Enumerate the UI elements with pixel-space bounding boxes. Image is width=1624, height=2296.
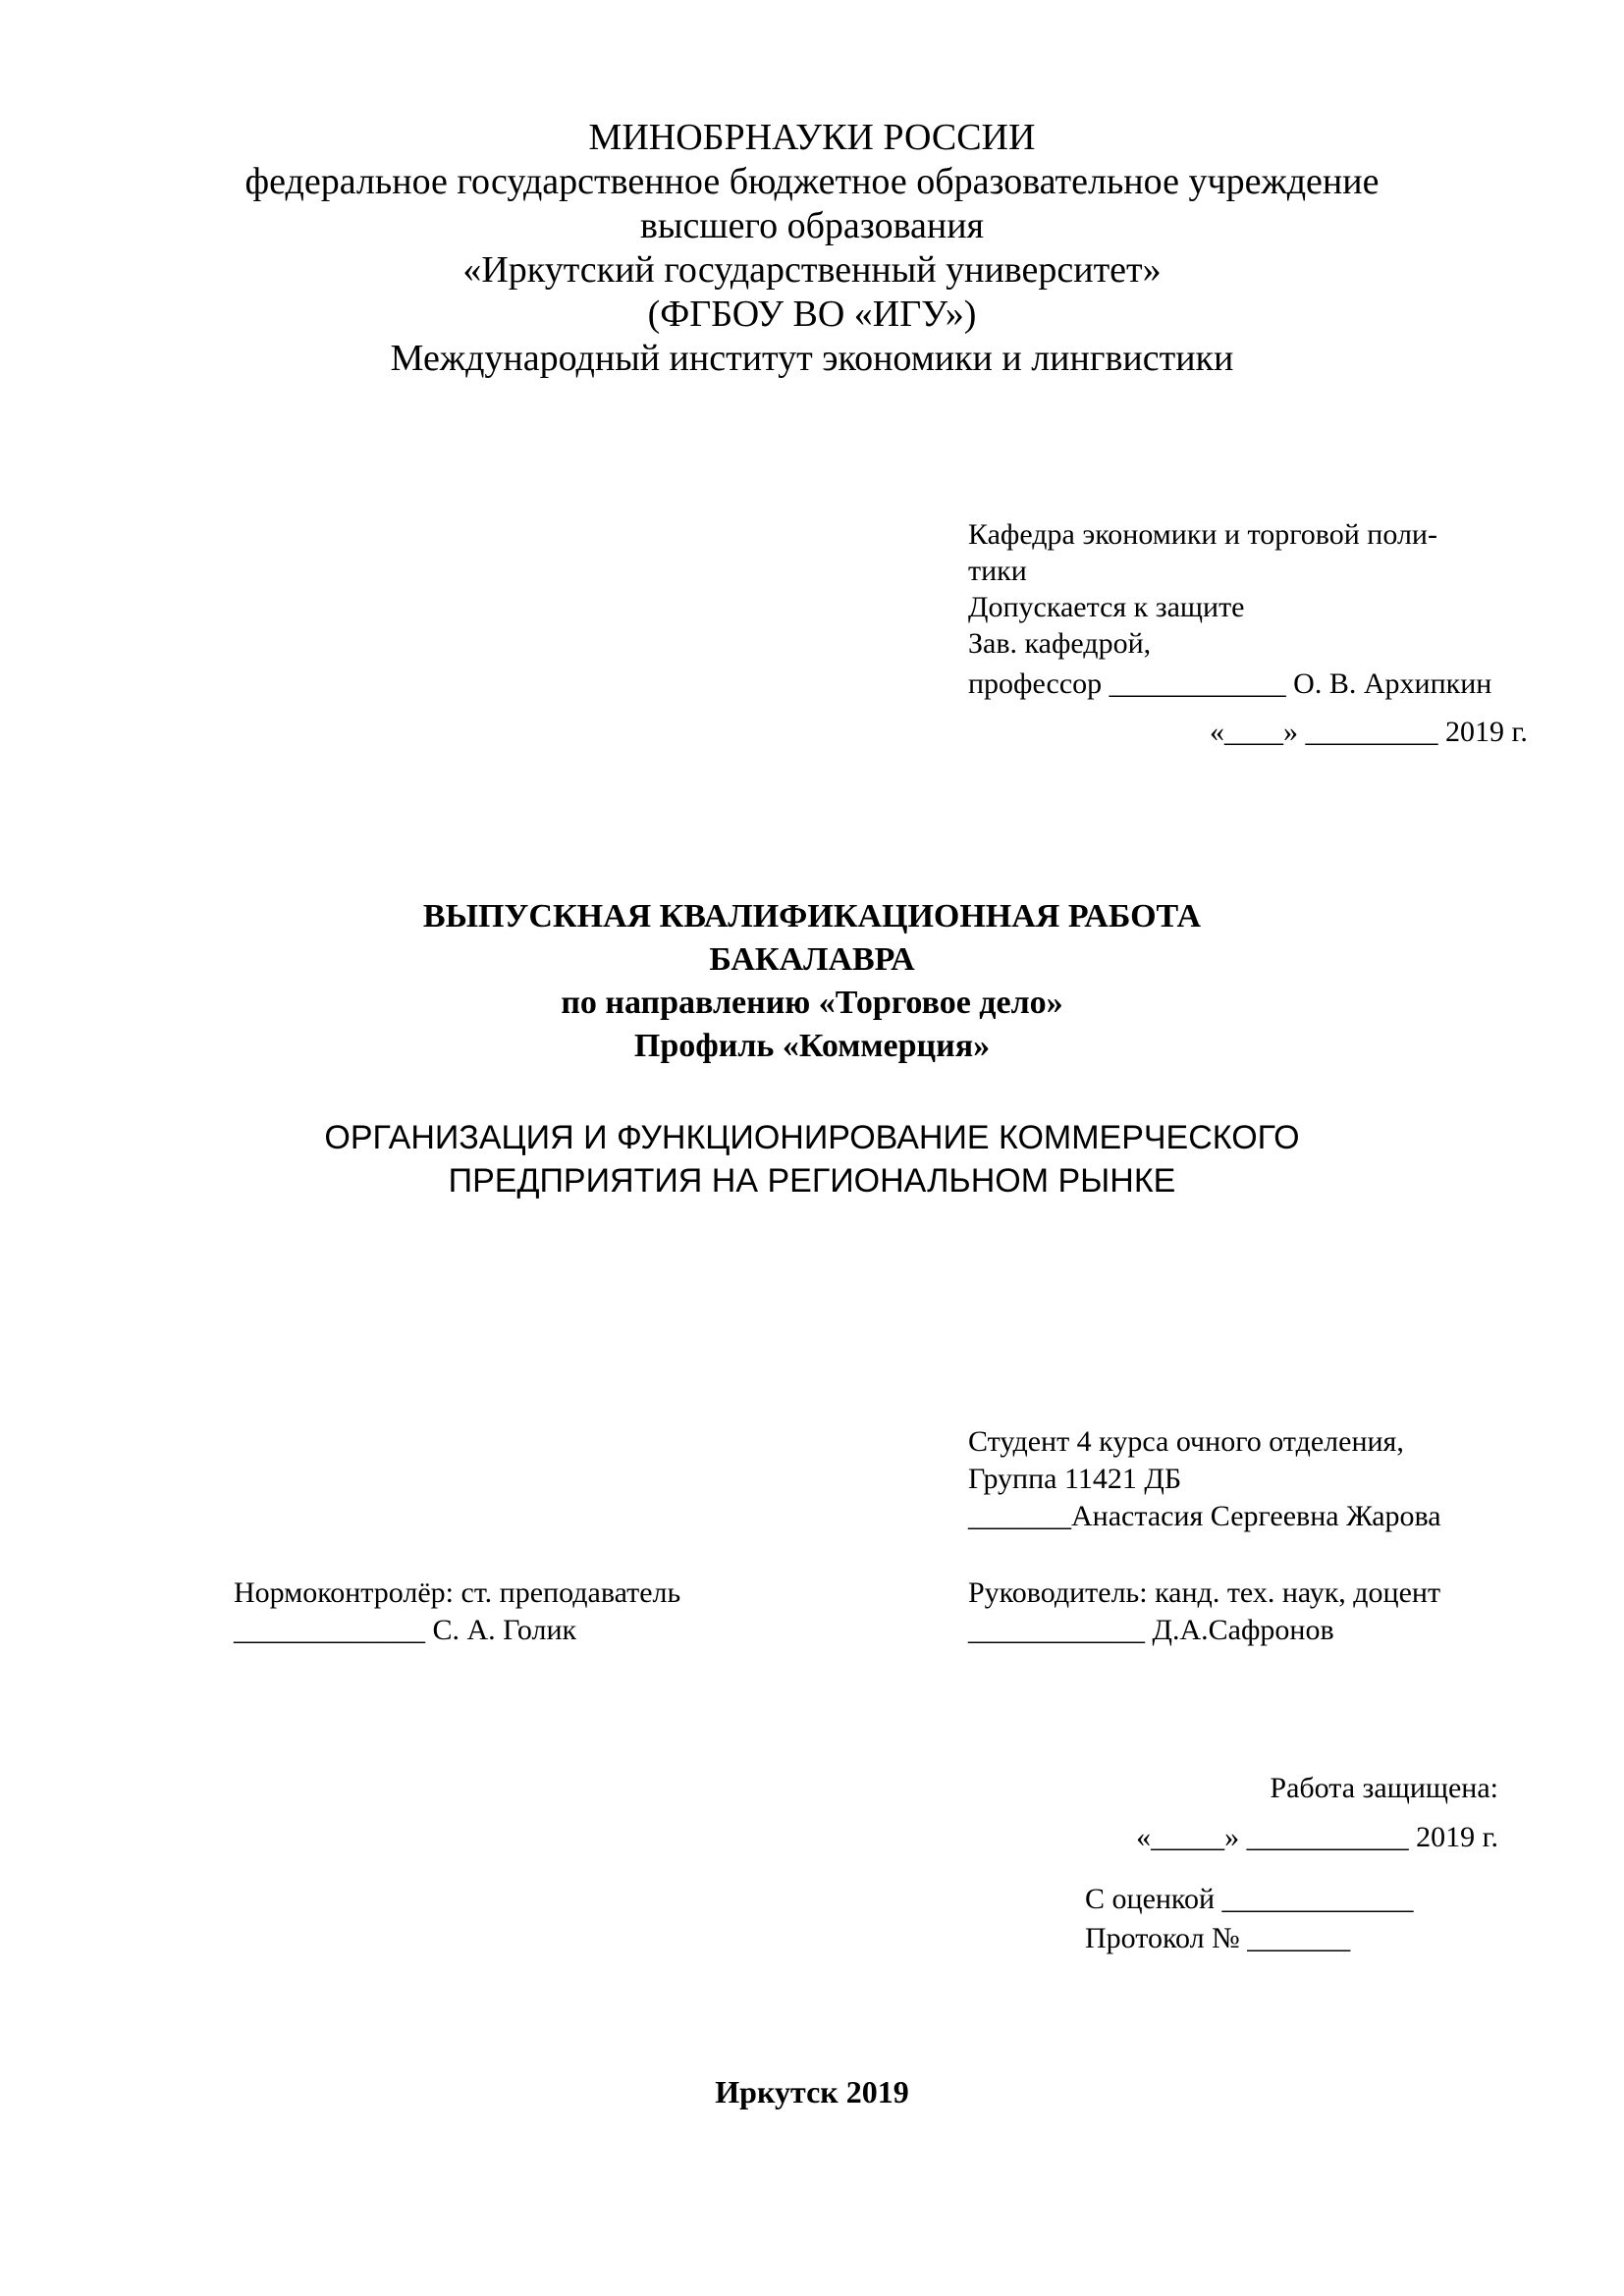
professor-signature-line: профессор ____________ О. В. Архипкин (968, 667, 1492, 700)
city-year: Иркутск 2019 (715, 2074, 909, 2109)
supervisor-block (968, 1575, 1440, 1649)
department-date-line: «____» _________ 2019 г. (1210, 716, 1528, 748)
supervisor-role: Руководитель: канд. тех. наук, доцент (968, 1576, 1441, 1609)
student-block (968, 1423, 1441, 1535)
normocontrol-signature: _____________ С. А. Голик (234, 1614, 577, 1646)
institute-name: Международный институт экономики и лингвистики (390, 338, 1234, 379)
work-direction: по направлению «Торговое дело» (561, 985, 1063, 1021)
protocol-number: Протокол № _______ (1085, 1922, 1351, 1954)
topic-block (0, 1116, 1624, 1202)
department-line-2: тики (968, 555, 1027, 587)
education-level: высшего образования (639, 205, 985, 246)
ministry-name: МИНОБРНАУКИ РОССИИ (588, 117, 1036, 158)
department-line-1: Кафедра экономики и торговой поли- (968, 518, 1437, 551)
institution-type: федеральное государственное бюджетное образовательное учреждение (244, 161, 1380, 202)
student-group: Группа 11421 ДБ (968, 1463, 1182, 1495)
defended-label: Работа защищена: (1270, 1772, 1498, 1804)
defended-date: «_____» ___________ 2019 г. (1136, 1821, 1498, 1853)
university-abbreviation: (ФГБОУ ВО «ИГУ») (647, 294, 977, 335)
work-profile: Профиль «Коммерция» (633, 1028, 991, 1064)
header-block (0, 116, 1624, 381)
department-block (968, 516, 1491, 702)
student-name-signature: _______Анастасия Сергеевна Жарова (968, 1500, 1441, 1532)
topic-line-2: ПРЕДПРИЯТИЯ НА РЕГИОНАЛЬНОМ РЫНКЕ (448, 1162, 1176, 1200)
grade-block (1085, 1880, 1414, 1958)
admission-text: Допускается к защите (968, 591, 1245, 623)
topic-line-1: ОРГАНИЗАЦИЯ И ФУНКЦИОНИРОВАНИЕ КОММЕРЧЕСКОГО (324, 1119, 1300, 1156)
defended-block (1136, 1764, 1498, 1862)
student-course: Студент 4 курса очного отделения, (968, 1425, 1404, 1458)
work-title-block (0, 895, 1624, 1068)
normocontrol-block (234, 1575, 680, 1649)
supervisor-signature: ____________ Д.А.Сафронов (968, 1614, 1334, 1646)
work-title-line-1: ВЫПУСКНАЯ КВАЛИФИКАЦИОННАЯ РАБОТА (422, 898, 1202, 934)
university-name: «Иркутский государственный университет» (462, 249, 1162, 291)
work-title-line-2: БАКАЛАВРА (709, 941, 915, 978)
head-of-department: Зав. кафедрой, (968, 627, 1152, 660)
normocontrol-role: Нормоконтролёр: ст. преподаватель (234, 1576, 681, 1609)
grade-mark: С оценкой _____________ (1085, 1883, 1414, 1915)
